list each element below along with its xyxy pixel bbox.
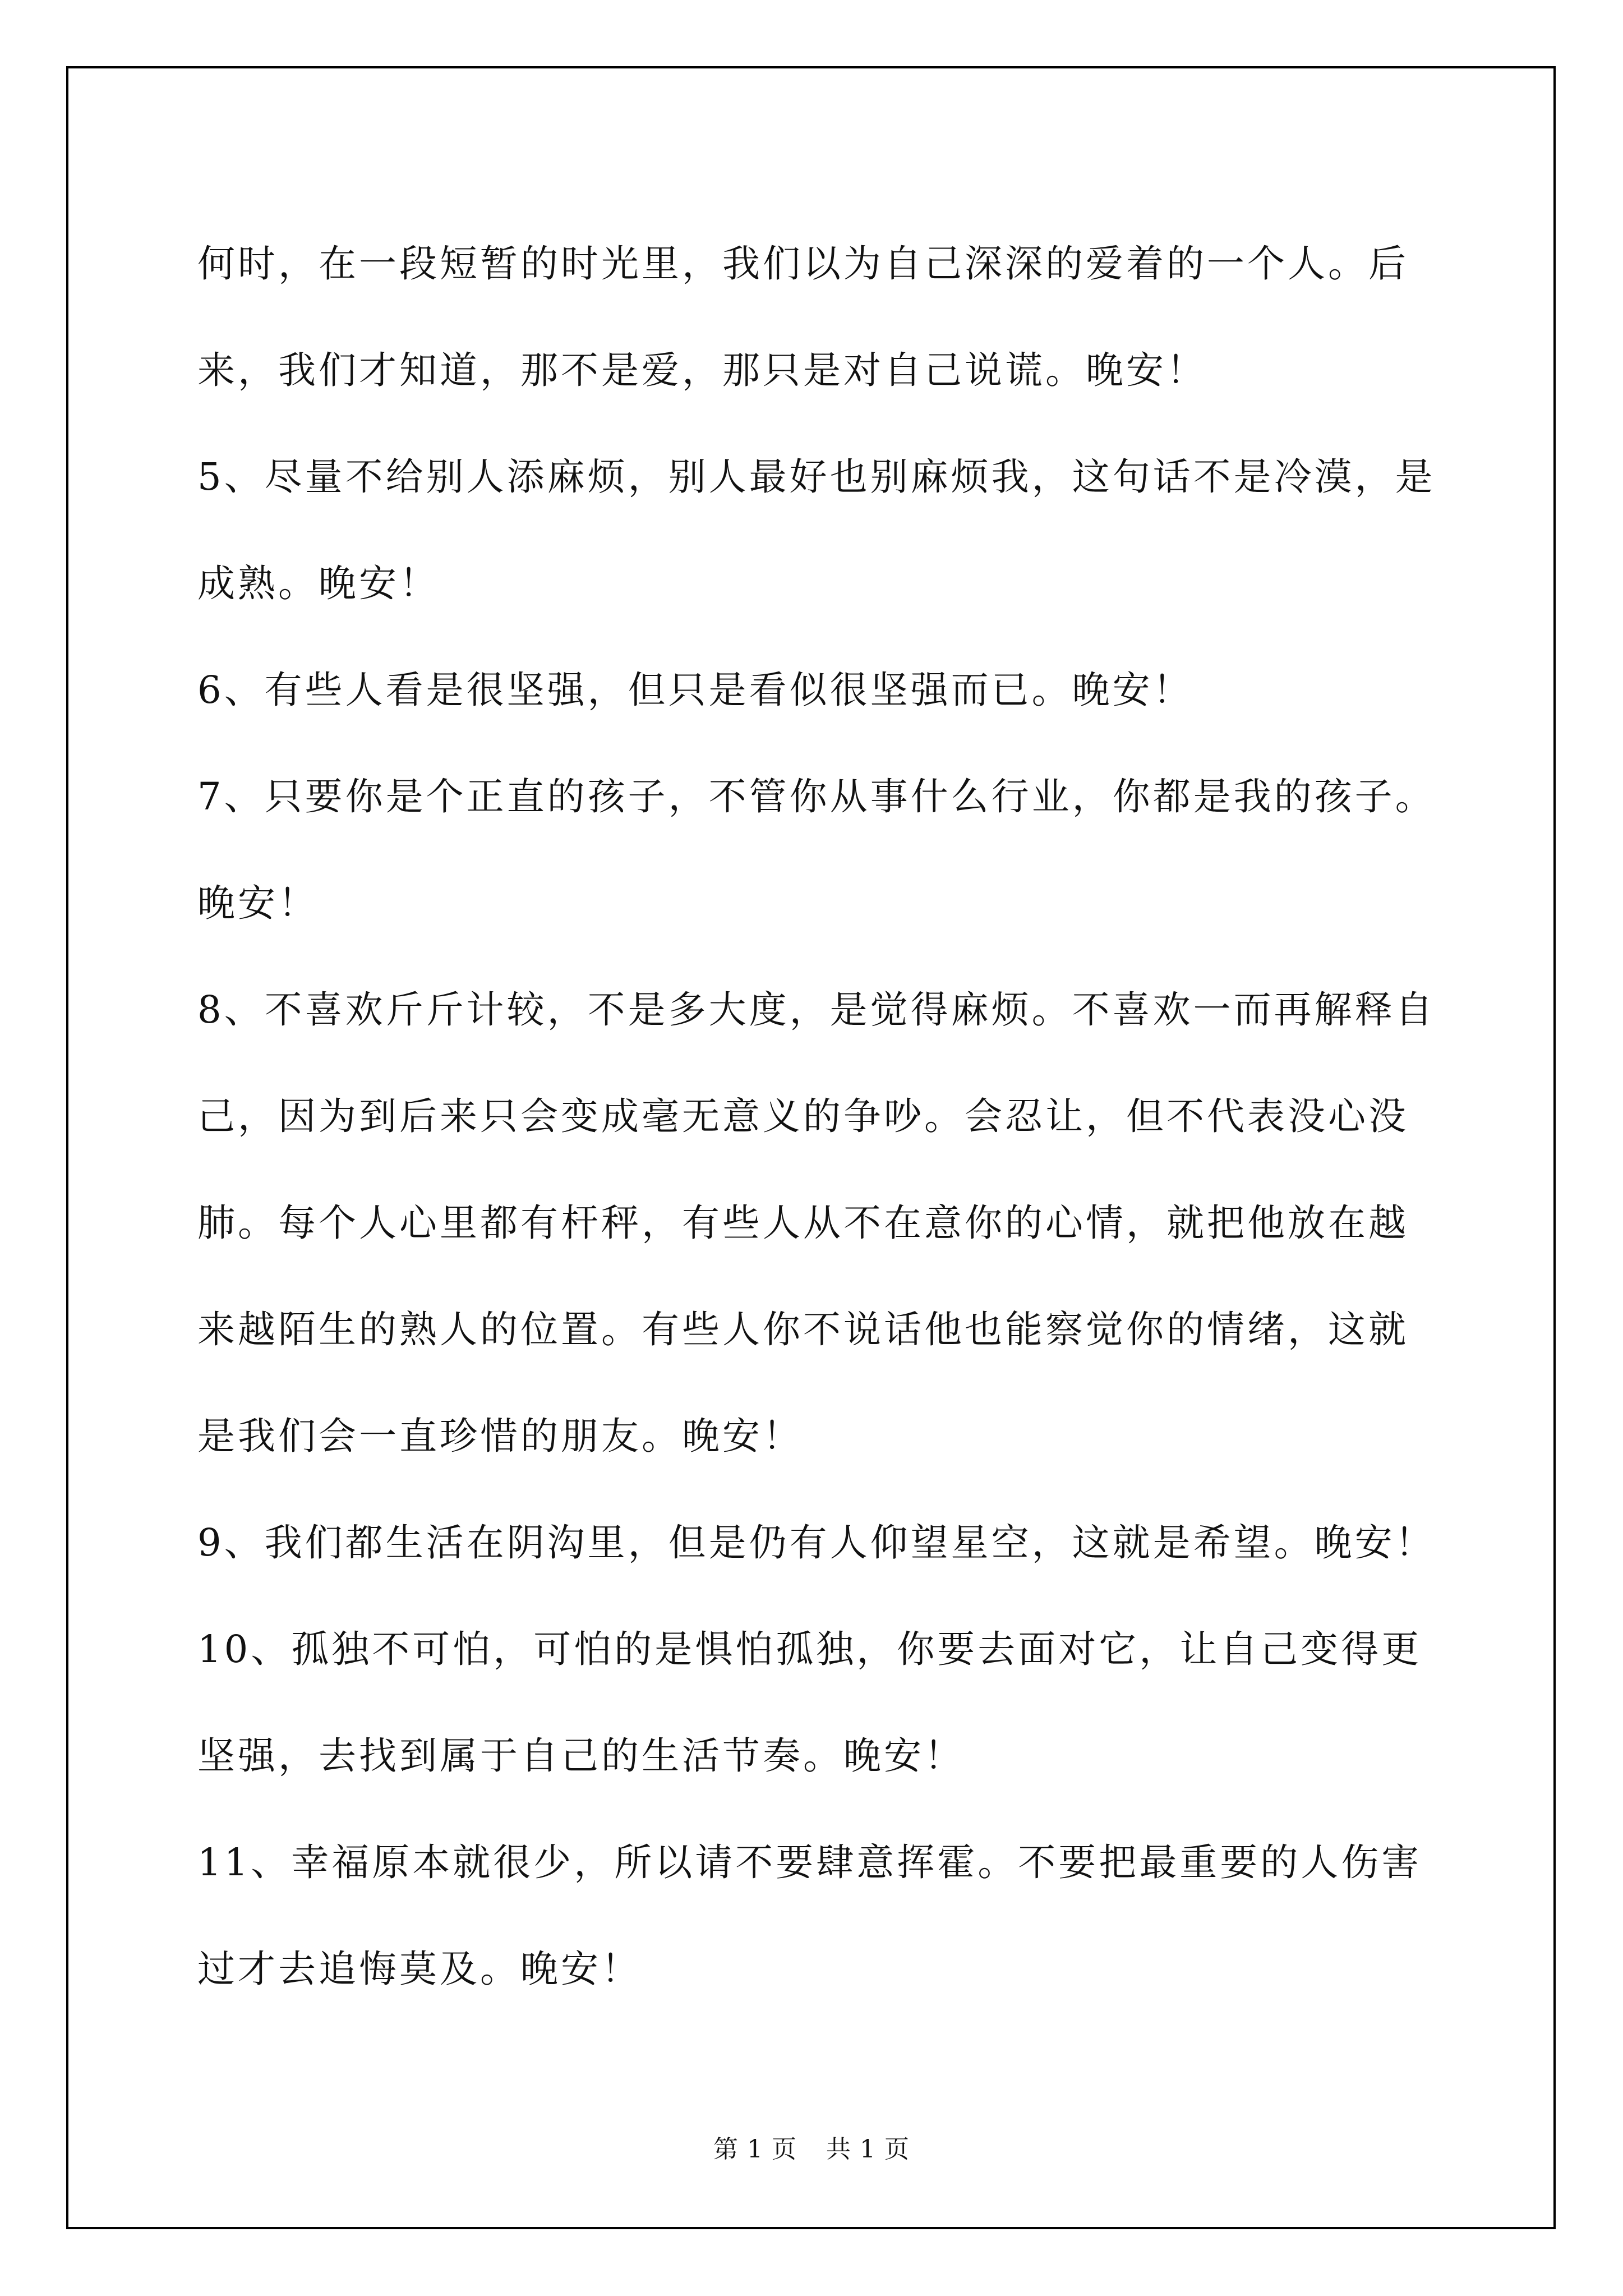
text-line: 9、我们都生活在阴沟里，但是仍有人仰望星空，这就是希望。晚安！ xyxy=(197,1521,1436,1565)
text-line: 8、不喜欢斤斤计较，不是多大度，是觉得麻烦。不喜欢一而再解释自 xyxy=(197,988,1436,1032)
page-footer xyxy=(0,2129,1623,2165)
text-line: 来越陌生的熟人的位置。有些人你不说话他也能察觉你的情绪，这就 xyxy=(197,1308,1409,1351)
text-line: 过才去追悔莫及。晚安！ xyxy=(197,1947,642,1991)
page-number-total: 共 1 页 xyxy=(826,2135,910,2164)
text-line: 肺。每个人心里都有杆秤，有些人从不在意你的心情，就把他放在越 xyxy=(197,1201,1409,1245)
text-line: 5、尽量不给别人添麻烦，别人最好也别麻烦我，这句话不是冷漠，是 xyxy=(197,455,1436,499)
text-line: 11、幸福原本就很少，所以请不要肆意挥霍。不要把最重要的人伤害 xyxy=(197,1841,1422,1884)
text-line: 晚安！ xyxy=(197,881,319,925)
text-line: 成熟。晚安！ xyxy=(197,562,440,605)
page-number-current: 第 1 页 xyxy=(713,2135,797,2164)
text-line: 7、只要你是个正直的孩子，不管你从事什么行业，你都是我的孩子。 xyxy=(197,775,1436,818)
text-line: 己，因为到后来只会变成毫无意义的争吵。会忍让，但不代表没心没 xyxy=(197,1094,1409,1138)
text-line: 10、孤独不可怕，可怕的是惧怕孤独，你要去面对它，让自己变得更 xyxy=(197,1627,1422,1671)
text-line: 6、有些人看是很坚强，但只是看似很坚强而已。晚安！ xyxy=(197,668,1193,712)
text-line: 来，我们才知道，那不是爱，那只是对自己说谎。晚安！ xyxy=(197,348,1207,392)
document-body xyxy=(197,210,1482,2022)
text-line: 何时，在一段短暂的时光里，我们以为自己深深的爱着的一个人。后 xyxy=(197,242,1409,286)
text-line: 坚强，去找到属于自己的生活节奏。晚安！ xyxy=(197,1734,965,1778)
text-line: 是我们会一直珍惜的朋友。晚安！ xyxy=(197,1414,803,1458)
